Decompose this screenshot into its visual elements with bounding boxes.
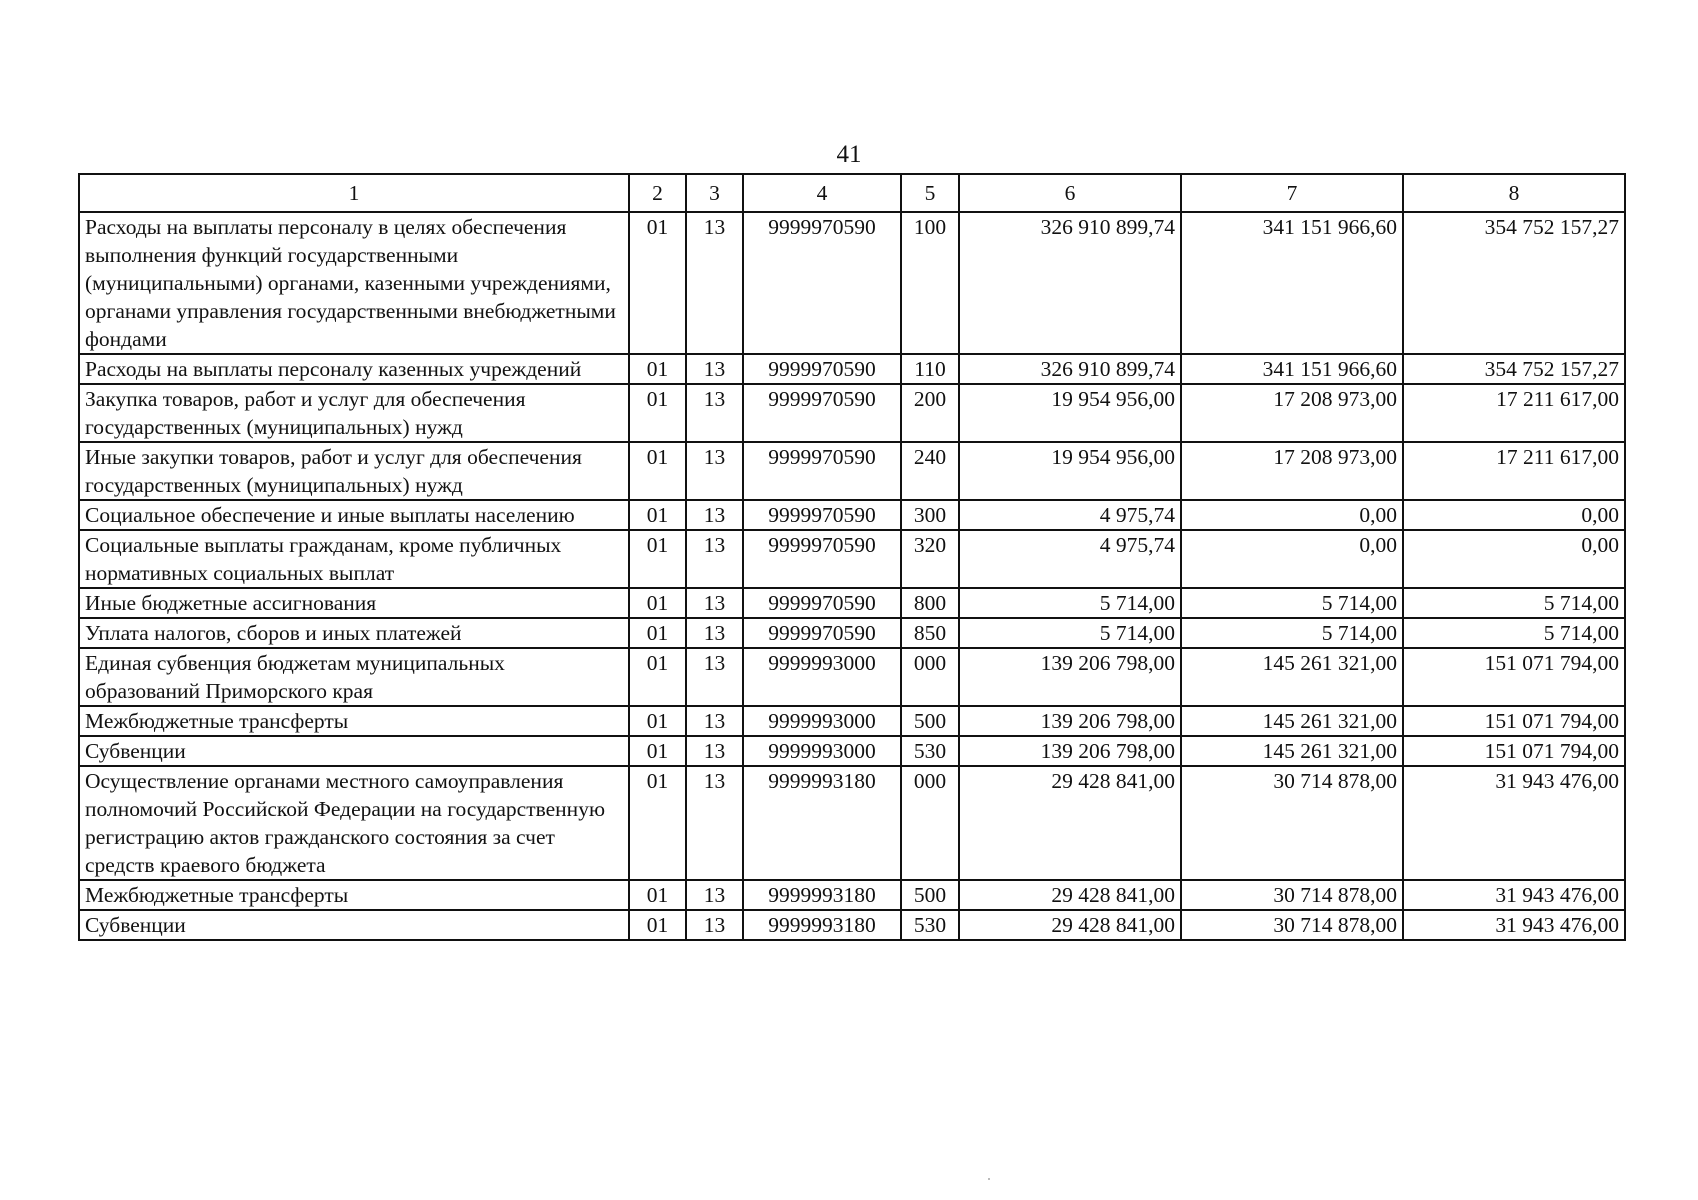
amount-col7: 341 151 966,60 <box>1181 212 1403 354</box>
expense-name: Социальное обеспечение и иные выплаты населению <box>79 500 629 530</box>
amount-col7: 145 261 321,00 <box>1181 706 1403 736</box>
expense-name: Единая субвенция бюджетам муниципальных образований Приморского края <box>79 648 629 706</box>
table-row <box>79 442 1625 500</box>
table-row <box>79 766 1625 880</box>
expense-type-code: 100 <box>901 212 959 354</box>
expense-type-code: 000 <box>901 766 959 880</box>
section-code: 01 <box>629 588 686 618</box>
subsection-code: 13 <box>686 530 743 588</box>
section-code: 01 <box>629 880 686 910</box>
subsection-code: 13 <box>686 588 743 618</box>
target-article-code: 9999993180 <box>743 880 901 910</box>
target-article-code: 9999970590 <box>743 354 901 384</box>
target-article-code: 9999993000 <box>743 706 901 736</box>
target-article-code: 9999970590 <box>743 384 901 442</box>
table-row <box>79 648 1625 706</box>
column-header: 1 <box>79 174 629 212</box>
subsection-code: 13 <box>686 766 743 880</box>
amount-col8: 151 071 794,00 <box>1403 706 1625 736</box>
table-body <box>79 212 1625 940</box>
amount-col6: 139 206 798,00 <box>959 736 1181 766</box>
amount-col7: 0,00 <box>1181 500 1403 530</box>
expense-type-code: 110 <box>901 354 959 384</box>
column-header: 2 <box>629 174 686 212</box>
amount-col8: 31 943 476,00 <box>1403 766 1625 880</box>
section-code: 01 <box>629 910 686 940</box>
subsection-code: 13 <box>686 500 743 530</box>
expense-type-code: 000 <box>901 648 959 706</box>
target-article-code: 9999993180 <box>743 766 901 880</box>
expense-name: Межбюджетные трансферты <box>79 880 629 910</box>
expense-type-code: 530 <box>901 736 959 766</box>
target-article-code: 9999970590 <box>743 500 901 530</box>
subsection-code: 13 <box>686 648 743 706</box>
expense-type-code: 530 <box>901 910 959 940</box>
expense-type-code: 200 <box>901 384 959 442</box>
subsection-code: 13 <box>686 910 743 940</box>
amount-col7: 17 208 973,00 <box>1181 384 1403 442</box>
amount-col8: 31 943 476,00 <box>1403 910 1625 940</box>
table-row <box>79 500 1625 530</box>
budget-table <box>78 173 1626 941</box>
amount-col8: 31 943 476,00 <box>1403 880 1625 910</box>
amount-col6: 4 975,74 <box>959 500 1181 530</box>
subsection-code: 13 <box>686 212 743 354</box>
amount-col7: 341 151 966,60 <box>1181 354 1403 384</box>
expense-name: Расходы на выплаты персоналу в целях обеспечения выполнения функций государственными (муниципальными) органами, казенными учреждениями, органами управления государственными внебюджетными фондами <box>79 212 629 354</box>
table-row <box>79 910 1625 940</box>
expense-name: Расходы на выплаты персоналу казенных учреждений <box>79 354 629 384</box>
amount-col7: 30 714 878,00 <box>1181 766 1403 880</box>
amount-col8: 354 752 157,27 <box>1403 212 1625 354</box>
expense-type-code: 500 <box>901 706 959 736</box>
amount-col6: 326 910 899,74 <box>959 354 1181 384</box>
expense-name: Иные бюджетные ассигнования <box>79 588 629 618</box>
amount-col6: 29 428 841,00 <box>959 910 1181 940</box>
section-code: 01 <box>629 736 686 766</box>
amount-col7: 0,00 <box>1181 530 1403 588</box>
table-row <box>79 530 1625 588</box>
section-code: 01 <box>629 500 686 530</box>
section-code: 01 <box>629 442 686 500</box>
amount-col6: 139 206 798,00 <box>959 648 1181 706</box>
expense-type-code: 500 <box>901 880 959 910</box>
column-header: 5 <box>901 174 959 212</box>
target-article-code: 9999970590 <box>743 588 901 618</box>
column-header: 7 <box>1181 174 1403 212</box>
expense-name: Закупка товаров, работ и услуг для обеспечения государственных (муниципальных) нужд <box>79 384 629 442</box>
subsection-code: 13 <box>686 618 743 648</box>
table-row <box>79 706 1625 736</box>
header-row <box>79 174 1625 212</box>
expense-name: Субвенции <box>79 736 629 766</box>
subsection-code: 13 <box>686 880 743 910</box>
subsection-code: 13 <box>686 384 743 442</box>
table-row <box>79 384 1625 442</box>
expense-type-code: 850 <box>901 618 959 648</box>
page-number: 41 <box>836 141 862 168</box>
expense-type-code: 240 <box>901 442 959 500</box>
table-row <box>79 618 1625 648</box>
amount-col7: 5 714,00 <box>1181 588 1403 618</box>
expense-name: Межбюджетные трансферты <box>79 706 629 736</box>
expense-name: Осуществление органами местного самоуправления полномочий Российской Федерации на государственную регистрацию актов гражданского состояния за счет средств краевого бюджета <box>79 766 629 880</box>
amount-col7: 30 714 878,00 <box>1181 880 1403 910</box>
amount-col8: 151 071 794,00 <box>1403 648 1625 706</box>
amount-col6: 4 975,74 <box>959 530 1181 588</box>
amount-col6: 29 428 841,00 <box>959 880 1181 910</box>
amount-col8: 354 752 157,27 <box>1403 354 1625 384</box>
amount-col6: 139 206 798,00 <box>959 706 1181 736</box>
expense-type-code: 300 <box>901 500 959 530</box>
amount-col6: 29 428 841,00 <box>959 766 1181 880</box>
target-article-code: 9999993000 <box>743 736 901 766</box>
amount-col8: 17 211 617,00 <box>1403 384 1625 442</box>
target-article-code: 9999970590 <box>743 212 901 354</box>
scan-speck <box>988 1178 990 1180</box>
target-article-code: 9999970590 <box>743 618 901 648</box>
amount-col8: 5 714,00 <box>1403 618 1625 648</box>
amount-col7: 5 714,00 <box>1181 618 1403 648</box>
section-code: 01 <box>629 766 686 880</box>
section-code: 01 <box>629 618 686 648</box>
expense-name: Субвенции <box>79 910 629 940</box>
section-code: 01 <box>629 648 686 706</box>
target-article-code: 9999970590 <box>743 442 901 500</box>
subsection-code: 13 <box>686 706 743 736</box>
table-row <box>79 212 1625 354</box>
amount-col6: 19 954 956,00 <box>959 442 1181 500</box>
target-article-code: 9999993000 <box>743 648 901 706</box>
expense-name: Социальные выплаты гражданам, кроме публичных нормативных социальных выплат <box>79 530 629 588</box>
section-code: 01 <box>629 354 686 384</box>
amount-col7: 145 261 321,00 <box>1181 648 1403 706</box>
amount-col8: 17 211 617,00 <box>1403 442 1625 500</box>
amount-col6: 5 714,00 <box>959 588 1181 618</box>
amount-col6: 19 954 956,00 <box>959 384 1181 442</box>
amount-col8: 151 071 794,00 <box>1403 736 1625 766</box>
amount-col8: 5 714,00 <box>1403 588 1625 618</box>
expense-name: Уплата налогов, сборов и иных платежей <box>79 618 629 648</box>
table-row <box>79 354 1625 384</box>
expense-name: Иные закупки товаров, работ и услуг для обеспечения государственных (муниципальных) нужд <box>79 442 629 500</box>
column-header: 4 <box>743 174 901 212</box>
amount-col8: 0,00 <box>1403 530 1625 588</box>
column-header: 8 <box>1403 174 1625 212</box>
amount-col8: 0,00 <box>1403 500 1625 530</box>
table-row <box>79 880 1625 910</box>
target-article-code: 9999993180 <box>743 910 901 940</box>
expense-type-code: 320 <box>901 530 959 588</box>
table-row <box>79 736 1625 766</box>
subsection-code: 13 <box>686 354 743 384</box>
subsection-code: 13 <box>686 442 743 500</box>
expense-type-code: 800 <box>901 588 959 618</box>
target-article-code: 9999970590 <box>743 530 901 588</box>
section-code: 01 <box>629 384 686 442</box>
amount-col7: 17 208 973,00 <box>1181 442 1403 500</box>
subsection-code: 13 <box>686 736 743 766</box>
section-code: 01 <box>629 530 686 588</box>
amount-col6: 326 910 899,74 <box>959 212 1181 354</box>
amount-col7: 145 261 321,00 <box>1181 736 1403 766</box>
column-header: 3 <box>686 174 743 212</box>
amount-col7: 30 714 878,00 <box>1181 910 1403 940</box>
column-header: 6 <box>959 174 1181 212</box>
section-code: 01 <box>629 706 686 736</box>
table-row <box>79 588 1625 618</box>
amount-col6: 5 714,00 <box>959 618 1181 648</box>
section-code: 01 <box>629 212 686 354</box>
